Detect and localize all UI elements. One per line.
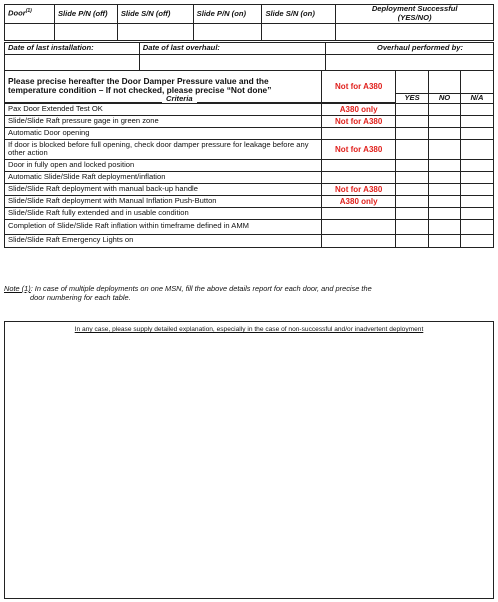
criteria-yes-field[interactable] [396, 103, 429, 115]
col-na-header: N/A [461, 94, 494, 104]
parts-table [4, 4, 494, 41]
footnote-label: Note (1) [4, 284, 31, 293]
criteria-na-field[interactable] [461, 103, 494, 115]
criteria-no-field[interactable] [429, 219, 461, 234]
criteria-no-field[interactable] [429, 171, 461, 183]
criteria-row [5, 207, 494, 219]
criteria-row [5, 127, 494, 139]
slide-sn-off-header: Slide S/N (off) [117, 5, 193, 24]
criteria-no-field[interactable] [429, 115, 461, 127]
overhaul-by-field[interactable] [326, 55, 494, 71]
criteria-no-field[interactable] [429, 159, 461, 171]
criteria-header-label: Criteria [162, 95, 197, 103]
criteria-no-field[interactable] [429, 195, 461, 207]
criteria-note: A380 only [322, 103, 396, 115]
criteria-table [4, 70, 494, 248]
slide-pn-off-field[interactable] [54, 24, 117, 41]
criteria-yes-field[interactable] [396, 207, 429, 219]
criteria-note [322, 171, 396, 183]
criteria-text: Completion of Slide/Slide Raft inflation within timeframe defined in AMM [5, 219, 322, 234]
criteria-row [5, 115, 494, 127]
explanation-header: In any case, please supply detailed explanation, especially in the case of non-successful and/or inadvertent deployment [74, 326, 424, 333]
criteria-row [5, 103, 494, 115]
criteria-note [322, 207, 396, 219]
criteria-no-field[interactable] [429, 127, 461, 139]
slide-pn-on-field[interactable] [193, 24, 262, 41]
criteria-na-field[interactable] [461, 219, 494, 234]
footnote-line1: : In case of multiple deployments on one MSN, fill the above details report for each door, and precise the [30, 284, 372, 293]
criteria-text: Automatic Door opening [5, 127, 322, 139]
criteria-yes-field[interactable] [396, 139, 429, 159]
footnote-line2: door numbering for each table. [30, 293, 131, 303]
last-installation-label: Date of last installation: [5, 43, 140, 55]
criteria-na-field[interactable] [461, 195, 494, 207]
criteria-yes-field[interactable] [396, 171, 429, 183]
criteria-na-field[interactable] [461, 171, 494, 183]
criteria-na-field[interactable] [461, 127, 494, 139]
col-no-header: NO [429, 94, 461, 104]
criteria-note [322, 219, 396, 234]
criteria-na-field[interactable] [461, 159, 494, 171]
criteria-text: Slide/Slide Raft Emergency Lights on [5, 234, 322, 247]
criteria-no-field[interactable] [429, 183, 461, 195]
criteria-no-field[interactable] [429, 234, 461, 247]
criteria-yes-field[interactable] [396, 159, 429, 171]
criteria-na-field[interactable] [461, 183, 494, 195]
criteria-yes-field[interactable] [396, 195, 429, 207]
last-installation-field[interactable] [5, 55, 140, 71]
last-overhaul-label: Date of last overhaul: [139, 43, 326, 55]
criteria-note [322, 159, 396, 171]
criteria-row [5, 219, 494, 234]
criteria-note: Not for A380 [322, 115, 396, 127]
col-yes-header: YES [396, 94, 429, 104]
footnote [4, 284, 490, 303]
criteria-note: Not for A380 [322, 183, 396, 195]
criteria-text: Slide/Slide Raft deployment with Manual Inflation Push-Button [5, 195, 322, 207]
criteria-row [5, 234, 494, 247]
criteria-row [5, 139, 494, 159]
criteria-na-field[interactable] [461, 115, 494, 127]
criteria-yes-field[interactable] [396, 183, 429, 195]
door-header: Door$^{(1)}$ [5, 5, 55, 24]
criteria-yes-field[interactable] [396, 219, 429, 234]
slide-pn-on-header: Slide P/N (on) [193, 5, 262, 24]
criteria-na-field[interactable] [461, 234, 494, 247]
criteria-yes-field[interactable] [396, 115, 429, 127]
slide-sn-off-field[interactable] [117, 24, 193, 41]
last-overhaul-field[interactable] [139, 55, 326, 71]
intro-yes-field[interactable] [396, 71, 429, 94]
criteria-row [5, 183, 494, 195]
intro-no-field[interactable] [429, 71, 461, 94]
deployment-successful-header: Deployment Successful (YES/NO) [336, 5, 494, 24]
criteria-no-field[interactable] [429, 207, 461, 219]
criteria-text: Slide/Slide Raft deployment with manual back-up handle [5, 183, 322, 195]
slide-pn-off-header: Slide P/N (off) [54, 5, 117, 24]
criteria-note: A380 only [322, 195, 396, 207]
criteria-text: Slide/Slide Raft pressure gage in green zone [5, 115, 322, 127]
explanation-box[interactable] [4, 321, 494, 599]
intro-text: Please precise hereafter the Door Damper Pressure value and the temperature condition – If not checked, please precise “Not done” [5, 71, 322, 103]
slide-sn-on-field[interactable] [262, 24, 336, 41]
criteria-note [322, 234, 396, 247]
criteria-no-field[interactable] [429, 103, 461, 115]
criteria-text: Door in fully open and locked position [5, 159, 322, 171]
intro-note: Not for A380 [322, 71, 396, 103]
criteria-row [5, 171, 494, 183]
criteria-yes-field[interactable] [396, 234, 429, 247]
criteria-na-field[interactable] [461, 207, 494, 219]
criteria-row [5, 195, 494, 207]
criteria-yes-field[interactable] [396, 127, 429, 139]
dates-table [4, 42, 494, 71]
criteria-row [5, 159, 494, 171]
intro-na-field[interactable] [461, 71, 494, 94]
door-field[interactable] [5, 24, 55, 41]
criteria-text: Slide/Slide Raft fully extended and in usable condition [5, 207, 322, 219]
criteria-na-field[interactable] [461, 139, 494, 159]
criteria-note: Not for A380 [322, 139, 396, 159]
criteria-text: If door is blocked before full opening, check door damper pressure for leakage before any other action [5, 139, 322, 159]
overhaul-by-label: Overhaul performed by: [326, 43, 494, 55]
slide-sn-on-header: Slide S/N (on) [262, 5, 336, 24]
criteria-no-field[interactable] [429, 139, 461, 159]
deployment-successful-field[interactable] [336, 24, 494, 41]
criteria-note [322, 127, 396, 139]
criteria-text: Pax Door Extended Test OK [5, 103, 322, 115]
criteria-text: Automatic Slide/Slide Raft deployment/inflation [5, 171, 322, 183]
